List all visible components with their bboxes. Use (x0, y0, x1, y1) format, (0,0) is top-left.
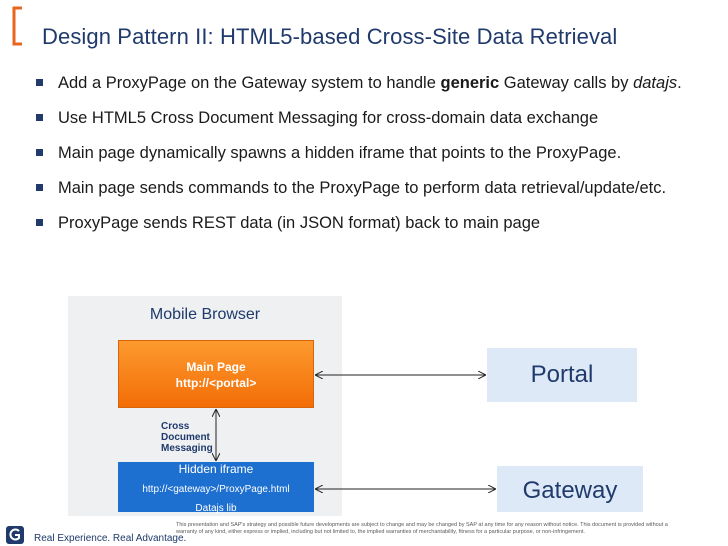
bullet-bold-text: generic (440, 74, 500, 92)
bullet-item: Add a ProxyPage on the Gateway system to handle generic Gateway calls by datajs. (34, 72, 714, 94)
main-page-url: http://<portal> (175, 376, 257, 390)
portal-box: Portal (487, 348, 637, 402)
gateway-box: Gateway (497, 466, 643, 512)
mobile-browser-label: Mobile Browser (149, 306, 261, 323)
logo-icon (6, 526, 24, 544)
bullet-item: Main page dynamically spawns a hidden iframe that points to the ProxyPage. (34, 142, 714, 164)
bullet-italic-text: datajs (633, 74, 678, 92)
slide-title: Design Pattern II: HTML5-based Cross-Site Data Retrieval (42, 24, 618, 49)
main-page-title: Main Page (186, 360, 246, 374)
hidden-iframe-url: http://<gateway>/ProxyPage.html (142, 484, 290, 495)
bullet-item: Main page sends commands to the ProxyPage to perform data retrieval/update/etc. (34, 177, 714, 199)
bullet-item: Use HTML5 Cross Document Messaging for cross-domain data exchange (34, 107, 714, 129)
datajs-lib-label: Datajs lib (195, 503, 237, 514)
footer-disclaimer: This presentation and SAP's strategy and possible future developments are subject to change and may be changed by SAP at any time for any reason without notice. This document is provided without a warranty of any kind, either express or implied, including but not limited to, the implied warranties of merchantability, fitness for a particular purpose, or non-infringement. (176, 522, 668, 535)
hidden-iframe-title: Hidden iframe (178, 462, 254, 476)
cross-document-messaging-label: Cross Document Messaging (161, 421, 213, 454)
footer-tagline: Real Experience. Real Advantage. (34, 533, 187, 544)
bullet-item: ProxyPage sends REST data (in JSON format) back to main page (34, 212, 714, 234)
